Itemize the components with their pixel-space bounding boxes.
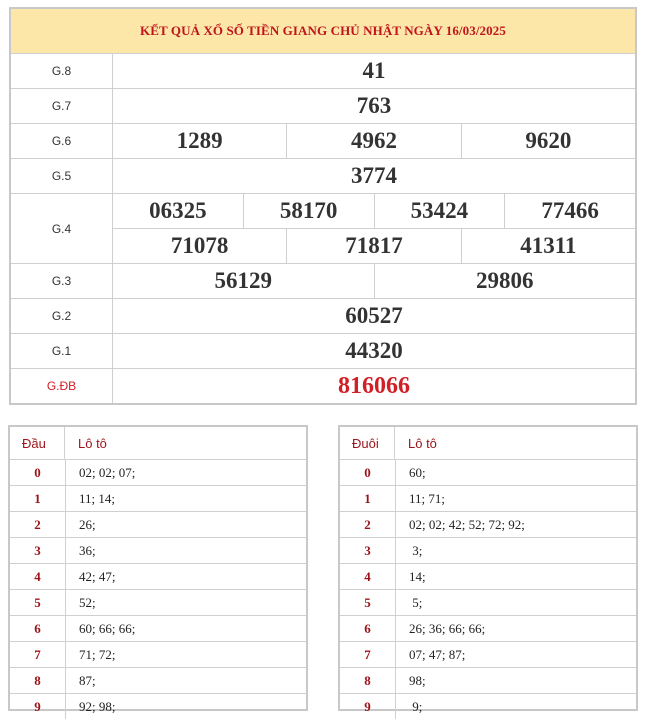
prize-label: G.ĐB — [11, 369, 113, 403]
prize-number: 4962 — [286, 124, 460, 158]
results-title: KẾT QUẢ XỔ SỐ TIỀN GIANG CHỦ NHẬT NGÀY 16/03/2025 — [11, 9, 635, 53]
prize-line — [113, 89, 635, 123]
prize-line — [113, 228, 635, 263]
prize-label: G.4 — [11, 194, 113, 263]
loto-row — [340, 693, 636, 719]
loto-row — [10, 615, 306, 641]
loto-row — [340, 667, 636, 693]
loto-row — [340, 615, 636, 641]
prize-values — [113, 299, 635, 333]
loto-row-values: 36; — [79, 542, 96, 558]
loto-row — [10, 641, 306, 667]
prize-row — [11, 298, 635, 333]
loto-row-key: 3 — [340, 538, 396, 563]
loto-row — [340, 537, 636, 563]
prize-row — [11, 193, 635, 263]
loto-row — [340, 589, 636, 615]
loto-row — [340, 485, 636, 511]
prize-label: G.1 — [11, 334, 113, 368]
prize-line — [113, 194, 635, 228]
prize-number: 41311 — [461, 229, 635, 263]
loto-row-key: 4 — [10, 564, 66, 589]
prize-values — [113, 334, 635, 368]
prize-label: G.3 — [11, 264, 113, 298]
loto-head-header — [10, 427, 306, 459]
special-prize-number: 816066 — [338, 372, 410, 399]
loto-row-key: 7 — [10, 642, 66, 667]
prize-number: 763 — [356, 93, 392, 118]
prize-row — [11, 368, 635, 403]
loto-row-values: 26; — [79, 516, 96, 532]
loto-row-key: 8 — [10, 668, 66, 693]
loto-row-key: 1 — [10, 486, 66, 511]
loto-row-key: 6 — [340, 616, 396, 641]
loto-tail-header — [340, 427, 636, 459]
loto-row-key: 8 — [340, 668, 396, 693]
loto-row-key: 9 — [10, 694, 66, 719]
loto-row-values: 87; — [79, 672, 96, 688]
prize-line — [113, 159, 635, 193]
loto-head-table — [8, 425, 308, 714]
loto-row-key: 2 — [10, 512, 66, 537]
prize-values — [113, 89, 635, 123]
loto-tail-rows — [340, 459, 636, 719]
prize-number: 1289 — [176, 128, 223, 153]
prize-row — [11, 158, 635, 193]
loto-head-rows — [10, 459, 306, 719]
prize-values — [113, 159, 635, 193]
loto-row-key: 4 — [340, 564, 396, 589]
prize-number: 41 — [362, 58, 386, 83]
prize-number: 71817 — [286, 229, 460, 263]
loto-head-header-val: Lô tô — [78, 435, 107, 451]
prize-row — [11, 123, 635, 158]
loto-row — [340, 563, 636, 589]
prize-line — [113, 124, 635, 158]
loto-row — [340, 459, 636, 485]
loto-row — [10, 485, 306, 511]
loto-row-key: 5 — [10, 590, 66, 615]
prize-line — [113, 299, 635, 333]
prize-number: 77466 — [504, 194, 635, 228]
loto-row-values: 42; 47; — [79, 568, 116, 584]
prize-line — [113, 369, 635, 403]
loto-row-values: 71; 72; — [79, 646, 116, 662]
results-table — [9, 7, 637, 405]
loto-row-values: 92; 98; — [79, 698, 116, 714]
prize-row — [11, 53, 635, 88]
prize-values — [113, 369, 635, 403]
loto-row-values: 02; 02; 07; — [79, 464, 136, 480]
loto-row-values: 11; 14; — [79, 490, 115, 506]
loto-row-values: 5; — [409, 594, 423, 610]
prize-label: G.6 — [11, 124, 113, 158]
loto-row — [340, 641, 636, 667]
prize-line — [113, 264, 635, 298]
loto-row-values: 60; — [409, 464, 426, 480]
loto-row-values: 9; — [409, 698, 423, 714]
prize-number: 29806 — [374, 264, 636, 298]
prize-label: G.5 — [11, 159, 113, 193]
prize-number: 56129 — [214, 268, 272, 293]
prize-values — [113, 124, 635, 158]
prize-line — [113, 334, 635, 368]
loto-row — [10, 693, 306, 719]
prize-rows — [11, 53, 635, 403]
loto-row-values: 3; — [409, 542, 423, 558]
prize-line — [113, 54, 635, 88]
loto-row-key: 1 — [340, 486, 396, 511]
loto-row-key: 7 — [340, 642, 396, 667]
loto-head-header-key: Đầu — [10, 427, 65, 459]
loto-row-key: 5 — [340, 590, 396, 615]
prize-row — [11, 88, 635, 123]
loto-row-key: 0 — [340, 460, 396, 485]
loto-row — [10, 459, 306, 485]
loto-row — [10, 667, 306, 693]
loto-row-values: 52; — [79, 594, 96, 610]
prize-label: G.2 — [11, 299, 113, 333]
prize-number: 58170 — [243, 194, 374, 228]
prize-number: 60527 — [345, 303, 403, 328]
loto-row-key: 9 — [340, 694, 396, 719]
loto-row-values: 14; — [409, 568, 426, 584]
prize-number: 3774 — [351, 163, 397, 188]
loto-tail-header-key: Đuôi — [340, 427, 395, 459]
prize-row — [11, 333, 635, 368]
prize-number: 71078 — [170, 233, 229, 258]
loto-row — [10, 537, 306, 563]
loto-row-values: 11; 71; — [409, 490, 445, 506]
prize-number: 53424 — [374, 194, 505, 228]
loto-row — [10, 511, 306, 537]
loto-row-values: 26; 36; 66; 66; — [409, 620, 486, 636]
prize-values — [113, 264, 635, 298]
prize-label: G.7 — [11, 89, 113, 123]
loto-tail-header-val: Lô tô — [408, 435, 437, 451]
loto-row-values: 60; 66; 66; — [79, 620, 136, 636]
loto-row-values: 98; — [409, 672, 426, 688]
prize-row — [11, 263, 635, 298]
loto-row — [10, 589, 306, 615]
loto-row — [340, 511, 636, 537]
loto-row-key: 2 — [340, 512, 396, 537]
loto-row — [10, 563, 306, 589]
loto-row-values: 07; 47; 87; — [409, 646, 466, 662]
prize-number: 06325 — [149, 198, 207, 223]
prize-values — [113, 194, 635, 263]
loto-row-key: 0 — [10, 460, 66, 485]
loto-tail-table — [338, 425, 638, 714]
prize-number: 44320 — [345, 338, 403, 363]
prize-values — [113, 54, 635, 88]
prize-number: 9620 — [461, 124, 635, 158]
loto-row-key: 6 — [10, 616, 66, 641]
loto-row-key: 3 — [10, 538, 66, 563]
prize-label: G.8 — [11, 54, 113, 88]
loto-row-values: 02; 02; 42; 52; 72; 92; — [409, 516, 525, 532]
